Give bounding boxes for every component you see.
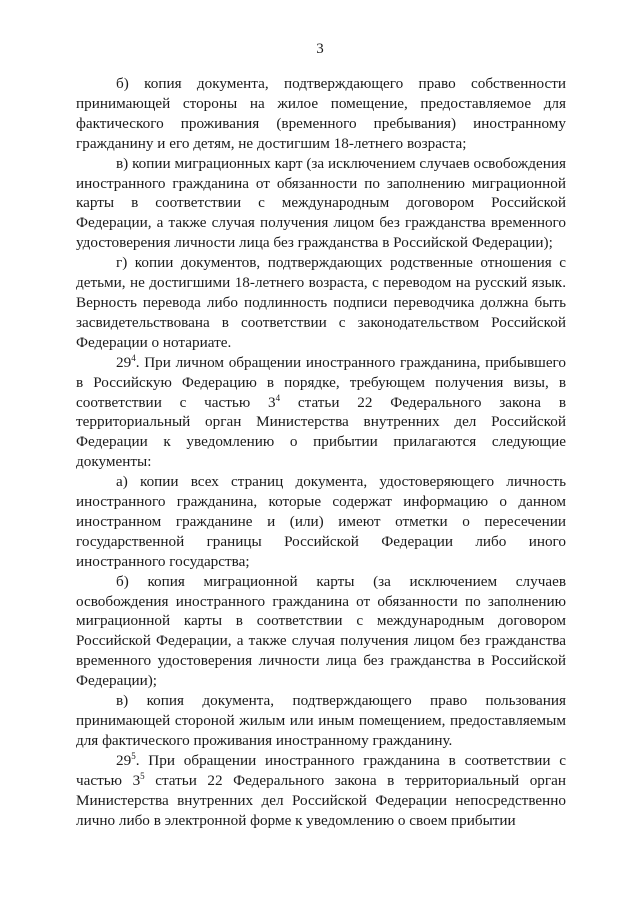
paragraph-a-identity-pages [76, 472, 566, 572]
reference-superscript: 5 [140, 770, 145, 781]
paragraph-text-part: . При обращении иностранного гражданина в соответствии с частью 3 [76, 751, 566, 789]
paragraph-text: г) копии документов, подтверждающих родственные отношения с детьми, не достигшими 18-летнего возраста, с переводом на русский язык. Верность перевода либо подлинность подписи переводчика должна быть засвидетельствована в соответствии с законодательством Российской Федерации о нотариате. [76, 254, 566, 351]
paragraph-text-part: статьи 22 Федерального закона в территориальный орган Министерства внутренних дел Российской Федерации непосредственно лично либо в электронной форме к уведомлению о своем прибытии [76, 771, 566, 829]
reference-superscript: 4 [275, 392, 281, 403]
paragraph-text: в) копии миграционных карт (за исключением случаев освобождения иностранного гражданина от обязанности по заполнению миграционной карты в соответствии с международным договором Российской Федерации, а также случая получения лицом без гражданства временного удостоверения личности лица без гражданства в Российской Федерации); [76, 154, 566, 252]
document-body [76, 74, 566, 830]
paragraph-b-migration-card [76, 572, 566, 691]
paragraph-v-usage-right [76, 691, 566, 751]
paragraph-29-5 [76, 751, 566, 831]
clause-number: 29 [116, 751, 132, 769]
paragraph-text-part: статьи 22 Федерального закона в территориальный орган Министерства внутренних дел Российской Федерации к уведомлению о прибытии прилагаются следующие документы: [76, 393, 566, 471]
clause-number-superscript: 4 [131, 352, 136, 363]
paragraph-text: б) копия документа, подтверждающего право собственности принимающей стороны на жилое помещение, предоставляемое для фактического проживания (временного пребывания) иностранному гражданину и его детям, не достигшим 18-летнего возраста; [76, 75, 566, 152]
paragraph-text: в) копия документа, подтверждающего право пользования принимающей стороной жилым или иным помещением, предоставляемым для фактического проживания иностранному гражданину. [76, 692, 566, 749]
paragraph-g-kinship-documents [76, 253, 566, 353]
paragraph-b-ownership-copy [76, 74, 566, 154]
paragraph-text-part: . При личном обращении иностранного гражданина, прибывшего в Российскую Федерацию в порядке, требующем получения визы, в соответствии с частью 3 [76, 353, 566, 411]
clause-number-superscript: 5 [131, 750, 136, 761]
page-number: 3 [316, 41, 324, 57]
paragraph-29-4 [76, 353, 566, 472]
paragraph-text: б) копия миграционной карты (за исключением случаев освобождения иностранного гражданина от обязанности по заполнению миграционной карты в соответствии с международным договором Российской Федерации, а также случая получения лицом без гражданства временного удостоверения личности лица без гражданства в Российской Федерации); [76, 572, 566, 690]
paragraph-v-migration-cards [76, 154, 566, 254]
paragraph-text: а) копии всех страниц документа, удостоверяющего личность иностранного гражданина, которые содержат информацию о данном иностранном гражданине и (или) имеют отметки о пересечении государственной границы Российской Федерации либо иного иностранного государства; [76, 473, 566, 570]
clause-number: 29 [116, 353, 132, 371]
